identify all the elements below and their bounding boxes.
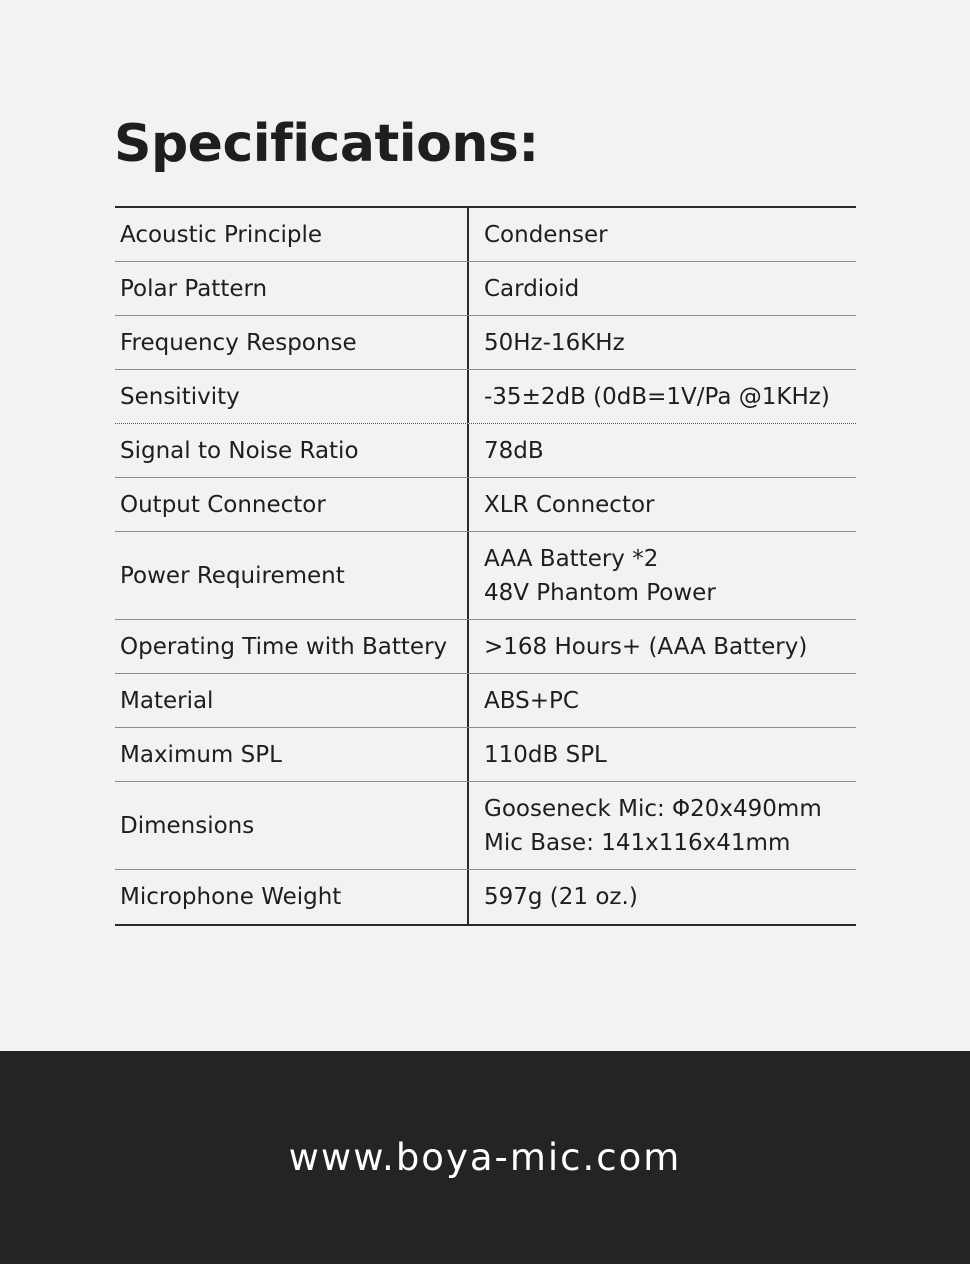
spec-value-text: ABS+PC [484,687,579,714]
spec-label: Sensitivity [115,370,469,423]
spec-value [469,208,856,261]
spec-value-text: Cardioid [484,275,580,302]
spec-row-sensitivity [115,370,856,424]
spec-row-microphone-weight [115,870,856,924]
spec-value [469,782,856,869]
spec-value-text: Gooseneck Mic: Φ20x490mm [484,795,822,822]
spec-label: Acoustic Principle [115,208,469,261]
spec-value-text: -35±2dB (0dB=1V/Pa @1KHz) [484,383,830,410]
spec-label: Polar Pattern [115,262,469,315]
spec-value-text: 50Hz-16KHz [484,329,625,356]
spec-value-text: 78dB [484,437,544,464]
spec-label: Operating Time with Battery [115,620,469,673]
spec-value [469,532,856,619]
spec-value [469,316,856,369]
spec-value-text: >168 Hours+ (AAA Battery) [484,633,808,660]
spec-value [469,870,856,924]
spec-value-text: AAA Battery *2 [484,545,659,572]
page-title: Specifications: [114,114,539,174]
spec-value [469,620,856,673]
spec-row-output-connector [115,478,856,532]
spec-label: Microphone Weight [115,870,469,924]
spec-label: Signal to Noise Ratio [115,424,469,477]
spec-label: Power Requirement [115,532,469,619]
spec-value [469,674,856,727]
spec-row-signal-to-noise-ratio [115,424,856,478]
spec-value-text: 110dB SPL [484,741,607,768]
spec-label: Material [115,674,469,727]
spec-label: Maximum SPL [115,728,469,781]
spec-row-operating-time [115,620,856,674]
spec-value-text: XLR Connector [484,491,655,518]
spec-label: Dimensions [115,782,469,869]
spec-row-dimensions [115,782,856,870]
spec-value-text: Condenser [484,221,608,248]
spec-value-text: 597g (21 oz.) [484,884,638,910]
specifications-table [115,206,856,926]
spec-row-frequency-response [115,316,856,370]
spec-value [469,424,856,477]
spec-value-text-line2: 48V Phantom Power [484,579,716,606]
spec-value [469,262,856,315]
spec-row-material [115,674,856,728]
spec-row-power-requirement [115,532,856,620]
spec-row-acoustic-principle [115,208,856,262]
website-url: www.boya-mic.com [288,1136,682,1179]
spec-row-maximum-spl [115,728,856,782]
spec-value [469,370,856,423]
spec-value-text-line2: Mic Base: 141x116x41mm [484,829,791,856]
spec-value [469,478,856,531]
spec-row-polar-pattern [115,262,856,316]
spec-value [469,728,856,781]
spec-label: Frequency Response [115,316,469,369]
spec-label: Output Connector [115,478,469,531]
